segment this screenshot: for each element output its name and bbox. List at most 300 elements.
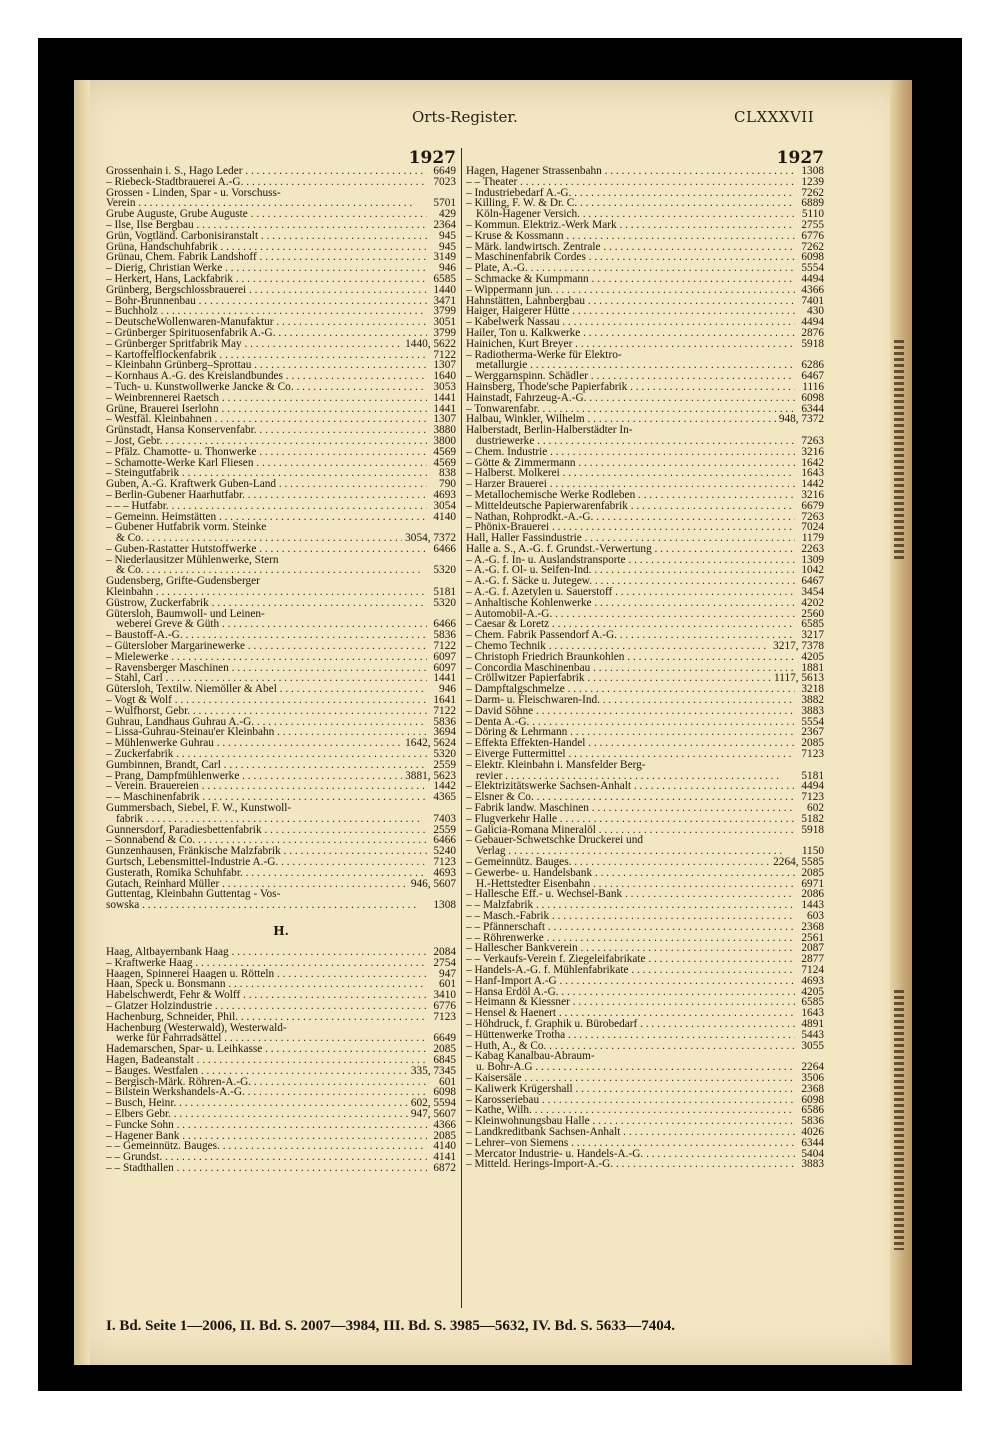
entry-page-ref: 7123 xyxy=(801,748,824,761)
index-entry xyxy=(106,274,456,285)
index-entry xyxy=(106,198,456,209)
index-entry xyxy=(466,490,824,501)
index-entry xyxy=(106,231,456,242)
entry-name: – – Verkaufs-Verein f. Ziegeleifabrikate . . . xyxy=(466,954,795,965)
index-entry xyxy=(466,943,824,954)
entry-page-ref: 5554 xyxy=(801,262,824,275)
entry-name: – Gemeinnütz. Bauges. . . . xyxy=(466,857,770,868)
index-entry xyxy=(466,781,824,792)
index-entry xyxy=(106,339,456,350)
entry-name: – Cröllwitzer Papierfabrik . . . xyxy=(466,673,771,684)
entry-name: – Märk. landwirtsch. Zentrale . . . xyxy=(466,242,795,253)
entry-page-ref: 3053 xyxy=(433,380,456,393)
entry-name: – Götte & Zimmermann . . . xyxy=(466,458,795,469)
entry-page-ref: 430 xyxy=(807,305,824,318)
entry-page-ref: 602 xyxy=(807,802,824,815)
entry-page-ref: 6466 xyxy=(433,618,456,631)
index-entry xyxy=(106,1066,456,1077)
entry-page-ref: 3054 xyxy=(433,499,456,512)
entry-page-ref: 335, 7345 xyxy=(410,1064,456,1077)
right-entries-h xyxy=(466,166,824,1170)
index-entry xyxy=(466,220,824,231)
index-entry xyxy=(466,749,824,760)
index-entry xyxy=(106,565,456,576)
entry-page-ref: 1442 xyxy=(433,780,456,793)
entry-page-ref: 2877 xyxy=(801,953,824,966)
entry-name: – Prang, Dampfmühlenwerke . . . xyxy=(106,771,402,782)
entry-page-ref: 1440 xyxy=(433,283,456,296)
entry-name: Gunnersdorf, Paradiesbettenfabrik . . . xyxy=(106,825,427,836)
index-entry xyxy=(466,393,824,404)
entry-page-ref: 6649 xyxy=(433,1032,456,1045)
index-entry xyxy=(106,1163,456,1174)
entry-page-ref: 5181 xyxy=(433,586,456,599)
entry-name: – Guben-Rastatter Hutstoffwerke . . . xyxy=(106,544,427,555)
entry-name: – – Stadthallen . . . xyxy=(106,1163,427,1174)
index-entry xyxy=(106,1023,456,1034)
entry-page-ref: 4693 xyxy=(801,974,824,987)
index-entry xyxy=(466,371,824,382)
index-entry xyxy=(466,339,824,350)
entry-name: – Metallochemische Werke Rodleben . . . xyxy=(466,490,795,501)
entry-name: – Anhaltische Kohlenwerke . . . xyxy=(466,598,795,609)
entry-page-ref: 6679 xyxy=(801,499,824,512)
entry-page-ref: 7263 xyxy=(801,510,824,523)
entry-name: – Kraftwerke Haag . . . xyxy=(106,958,427,969)
index-entry xyxy=(466,501,824,512)
entry-name: – Mercator Industrie- u. Handels-A.-G. . . . xyxy=(466,1149,795,1160)
entry-name: Halbau, Winkler, Wilhelm . . . xyxy=(466,414,776,425)
index-entry xyxy=(106,803,456,814)
entry-page-ref: 3694 xyxy=(433,726,456,739)
entry-name: – Flugverkehr Halle . . . xyxy=(466,814,795,825)
entry-name: Kleinbahn . . . xyxy=(106,587,427,598)
entry-page-ref: 947, 5607 xyxy=(410,1107,456,1120)
entry-name: – Gebauer-Schwetschke Druckerei und xyxy=(466,835,643,847)
index-entry xyxy=(466,350,824,361)
book-page xyxy=(74,80,912,1365)
entry-page-ref: 7262 xyxy=(801,186,824,199)
index-entry xyxy=(466,447,824,458)
index-entry xyxy=(106,522,456,533)
entry-name: Hainstadt, Fahrzeug-A.-G. . . . xyxy=(466,393,795,404)
entry-page-ref: 1239 xyxy=(801,175,824,188)
entry-name: fabrik . . . xyxy=(106,814,427,825)
entry-page-ref: 7122 xyxy=(433,348,456,361)
entry-name: – Herkert, Hans, Lackfabrik . . . xyxy=(106,274,427,285)
index-entry xyxy=(466,231,824,242)
index-entry xyxy=(466,1008,824,1019)
index-entry xyxy=(106,868,456,879)
index-entry xyxy=(466,512,824,523)
index-entry xyxy=(466,479,824,490)
entry-name: – Mitteldeutsche Papierwarenfabrik . . . xyxy=(466,501,795,512)
entry-page-ref: 4141 xyxy=(433,1151,456,1164)
page-number: CLXXXVII xyxy=(734,108,815,126)
entry-name: – Maschinenfabrik Cordes . . . xyxy=(466,252,795,263)
entry-name: – Stahl, Carl . . . xyxy=(106,673,427,684)
entry-page-ref: 6097 xyxy=(433,650,456,663)
index-entry xyxy=(466,404,824,415)
entry-name: Hachenburg, Schneider, Phil. . . . xyxy=(106,1012,427,1023)
index-entry xyxy=(106,673,456,684)
entry-page-ref: 6344 xyxy=(801,402,824,415)
entry-name: – Lissa-Guhrau-Steinau'er Kleinbahn . . . xyxy=(106,727,427,738)
entry-page-ref: 7262 xyxy=(801,240,824,253)
index-entry xyxy=(106,1131,456,1142)
entry-name: Hainsberg, Thode'sche Papierfabrik . . . xyxy=(466,382,795,393)
entry-page-ref: 7122 xyxy=(433,704,456,717)
entry-name: – Zuckerfabrik . . . xyxy=(106,749,427,760)
entry-name: – Mielewerke . . . xyxy=(106,652,427,663)
entry-page-ref: 6971 xyxy=(801,877,824,890)
index-entry xyxy=(466,727,824,738)
section-letter-h: H. xyxy=(273,923,289,938)
entry-name: – Ravensberger Maschinen . . . xyxy=(106,663,427,674)
index-entry xyxy=(466,1149,824,1160)
entry-name: – Steingutfabrik . . . xyxy=(106,468,427,479)
index-entry xyxy=(106,979,456,990)
entry-name: – Radiotherma-Werke für Elektro- xyxy=(466,349,622,361)
entry-name: – Hagener Bank . . . xyxy=(106,1131,427,1142)
entry-page-ref: 4693 xyxy=(433,866,456,879)
index-entry xyxy=(106,1087,456,1098)
entry-page-ref: 7124 xyxy=(801,963,824,976)
entry-page-ref: 3882 xyxy=(801,694,824,707)
entry-name: – Hensel & Haenert . . . xyxy=(466,1008,795,1019)
index-entry xyxy=(466,933,824,944)
entry-name: – Funcke Sohn . . . xyxy=(106,1120,427,1131)
index-entry xyxy=(106,1152,456,1163)
entry-page-ref: 4569 xyxy=(433,456,456,469)
entry-page-ref: 2364 xyxy=(433,218,456,231)
entry-page-ref: 1441 xyxy=(433,391,456,404)
entry-name: – Grünberger Spirituosenfabrik A.-G. . . . xyxy=(106,328,427,339)
entry-page-ref: 7401 xyxy=(801,294,824,307)
entry-name: – Nathan, Rohprodkt.-A.-G. . . . xyxy=(466,512,795,523)
index-entry xyxy=(106,684,456,695)
index-entry xyxy=(466,857,824,868)
entry-page-ref: 1640 xyxy=(433,370,456,383)
entry-page-ref: 3880 xyxy=(433,424,456,437)
index-entry xyxy=(106,1109,456,1120)
entry-page-ref: 2264 xyxy=(801,1061,824,1074)
entry-page-ref: 4891 xyxy=(801,1017,824,1030)
entry-name: u. Bohr-A.G . . . xyxy=(466,1062,795,1073)
entry-name: – Kleinbahn Grünberg–Sprottau . . . xyxy=(106,360,427,371)
entry-page-ref: 3883 xyxy=(801,1158,824,1171)
index-entry xyxy=(466,544,824,555)
entry-page-ref: 2368 xyxy=(801,1082,824,1095)
entry-name: – Caesar & Loretz . . . xyxy=(466,619,795,630)
index-entry xyxy=(106,350,456,361)
entry-page-ref: 1309 xyxy=(801,553,824,566)
entry-name: – Automobil-A.-G. . . . xyxy=(466,609,795,620)
index-entry xyxy=(106,760,456,771)
entry-page-ref: 4366 xyxy=(433,1118,456,1131)
column-divider xyxy=(461,148,462,1308)
entry-page-ref: 1442 xyxy=(801,478,824,491)
entry-page-ref: 7123 xyxy=(801,791,824,804)
entry-page-ref: 2264, 5585 xyxy=(773,856,824,868)
entry-name: Gumbinnen, Brandt, Carl . . . xyxy=(106,760,427,771)
entry-name: Güstrow, Zuckerfabrik . . . xyxy=(106,598,427,609)
entry-name: werke für Fahrradsättel . . . xyxy=(106,1033,427,1044)
entry-page-ref: 1881 xyxy=(801,661,824,674)
entry-name: Gudensberg, Grifte-Gudensberger xyxy=(106,576,260,588)
entry-page-ref: 4494 xyxy=(801,272,824,285)
index-entry xyxy=(466,458,824,469)
index-entry xyxy=(466,1062,824,1073)
entry-name: – Berlin-Gubener Haarhutfabr. . . . xyxy=(106,490,427,501)
entry-page-ref: 6585 xyxy=(433,272,456,285)
entry-name: – Vogt & Wolf . . . xyxy=(106,695,427,706)
entry-name: Habelschwerdt, Fehr & Wolff . . . xyxy=(106,990,427,1001)
entry-name: Gummersbach, Siebel, F. W., Kunstwoll- xyxy=(106,803,292,814)
entry-page-ref: 3799 xyxy=(433,305,456,318)
running-header xyxy=(74,108,912,130)
index-entry xyxy=(106,1001,456,1012)
entry-page-ref: 2085 xyxy=(433,1043,456,1056)
index-entry xyxy=(466,846,824,857)
index-entry xyxy=(466,576,824,587)
entry-page-ref: 3149 xyxy=(433,251,456,264)
entry-name: – Concordia Maschinenbau . . . xyxy=(466,663,795,674)
entry-name: Hagen, Badeanstalt . . . xyxy=(106,1055,427,1066)
index-entry xyxy=(106,1033,456,1044)
index-entry xyxy=(466,976,824,987)
index-entry xyxy=(106,1055,456,1066)
entry-page-ref: 4205 xyxy=(801,985,824,998)
index-entry xyxy=(106,533,456,544)
index-entry xyxy=(466,598,824,609)
left-entries-g xyxy=(106,166,456,911)
index-entry xyxy=(106,727,456,738)
entry-name: – Kruse & Kossmann . . . xyxy=(466,231,795,242)
entry-name: – Hallescher Bankverein . . . xyxy=(466,943,795,954)
entry-name: & Co. . . . xyxy=(106,533,402,544)
index-entry xyxy=(106,990,456,1001)
entry-name: – Karosseriebau . . . xyxy=(466,1095,795,1106)
index-entry xyxy=(466,382,824,393)
index-entry xyxy=(106,404,456,415)
entry-page-ref: 946, 5607 xyxy=(410,877,456,890)
entry-page-ref: 1179 xyxy=(801,532,824,545)
index-entry xyxy=(106,382,456,393)
margin-ink-marks-upper xyxy=(894,340,904,560)
index-entry xyxy=(106,652,456,663)
entry-name: sowska . . . xyxy=(106,900,427,911)
index-entry xyxy=(106,1098,456,1109)
entry-name: – Glatzer Holzindustrie . . . xyxy=(106,1001,427,1012)
index-entry xyxy=(106,490,456,501)
entry-page-ref: 6098 xyxy=(801,251,824,264)
entry-page-ref: 4693 xyxy=(433,488,456,501)
index-entry xyxy=(466,198,824,209)
entry-name: – Hansa Erdöl A.-G. . . . xyxy=(466,987,795,998)
index-entry xyxy=(466,274,824,285)
entry-page-ref: 6467 xyxy=(801,370,824,383)
entry-page-ref: 5182 xyxy=(801,812,824,825)
entry-name: – Buchholz . . . xyxy=(106,306,427,317)
index-entry xyxy=(466,652,824,663)
entry-page-ref: 5181 xyxy=(801,769,824,782)
entry-page-ref: 6344 xyxy=(801,1136,824,1149)
entry-name: Haiger, Haigerer Hütte . . . xyxy=(466,306,795,317)
entry-page-ref: 4494 xyxy=(801,780,824,793)
index-entry xyxy=(106,835,456,846)
entry-name: Guhrau, Landhaus Guhrau A.-G. . . . xyxy=(106,717,427,728)
index-entry xyxy=(466,1138,824,1149)
entry-name: – A.-G. f. Säcke u. Jutegew. . . . xyxy=(466,576,795,587)
index-entry xyxy=(466,1127,824,1138)
index-entry xyxy=(106,609,456,620)
index-entry xyxy=(106,771,456,782)
entry-page-ref: 5320 xyxy=(433,596,456,609)
entry-page-ref: 2367 xyxy=(801,726,824,739)
entry-name: Hademarschen, Spar- u. Leihkasse . . . xyxy=(106,1044,427,1055)
entry-name: Halberstadt, Berlin-Halberstädter In- xyxy=(466,425,633,436)
entry-name: – Gewerbe- u. Handelsbank . . . xyxy=(466,868,795,879)
entry-page-ref: 2084 xyxy=(433,945,456,958)
entry-name: – – Masch.-Fabrik . . . xyxy=(466,911,795,922)
entry-name: – Westfäl. Kleinbahnen . . . xyxy=(106,414,427,425)
index-entry xyxy=(106,619,456,630)
entry-name: – Kaisersäle . . . xyxy=(466,1073,795,1084)
index-entry xyxy=(466,1159,824,1170)
running-title: Orts-Register. xyxy=(412,108,518,126)
entry-page-ref: 3051 xyxy=(433,316,456,329)
index-entry xyxy=(466,1073,824,1084)
entry-name: – Riebeck-Stadtbrauerei A.-G. . . . xyxy=(106,177,427,188)
entry-page-ref: 6098 xyxy=(801,1093,824,1106)
index-entry xyxy=(466,1019,824,1030)
entry-page-ref: 7403 xyxy=(433,812,456,825)
entry-page-ref: 4366 xyxy=(801,283,824,296)
index-entry xyxy=(106,328,456,339)
index-entry xyxy=(466,252,824,263)
entry-page-ref: 7123 xyxy=(433,1010,456,1023)
index-entry xyxy=(106,1077,456,1088)
entry-page-ref: 7023 xyxy=(433,175,456,188)
entry-page-ref: 5701 xyxy=(433,197,456,210)
index-entry xyxy=(466,166,824,177)
index-entry xyxy=(466,630,824,641)
entry-page-ref: 3471 xyxy=(433,294,456,307)
entry-name: dustriewerke . . . xyxy=(466,436,795,447)
index-entry xyxy=(106,371,456,382)
entry-page-ref: 1441 xyxy=(433,672,456,685)
entry-page-ref: 1643 xyxy=(801,467,824,480)
entry-name: – – Theater . . . xyxy=(466,177,795,188)
entry-name: Grossenhain i. S., Hago Leder . . . xyxy=(106,166,427,177)
index-entry xyxy=(466,296,824,307)
index-entry xyxy=(106,263,456,274)
entry-name: Köln-Hagener Versich. . . . xyxy=(466,209,795,220)
entry-name: Haag, Altbayernbank Haag . . . xyxy=(106,947,427,958)
index-entry xyxy=(466,1095,824,1106)
index-entry xyxy=(106,738,456,749)
entry-page-ref: 3217, 7378 xyxy=(773,640,824,653)
entry-page-ref: 6845 xyxy=(433,1053,456,1066)
entry-page-ref: 602, 5594 xyxy=(410,1097,456,1110)
entry-name: – Hallesche Eff.- u. Wechsel-Bank . . . xyxy=(466,889,795,900)
entry-name: – Mühlenwerke Guhrau . . . xyxy=(106,738,402,749)
index-entry xyxy=(466,835,824,846)
entry-page-ref: 1441 xyxy=(433,402,456,415)
entry-name: Verlag . . . xyxy=(466,846,795,857)
index-entry xyxy=(466,997,824,1008)
entry-name: Gurtsch, Lebensmittel-Industrie A.-G. . . . xyxy=(106,857,427,868)
entry-page-ref: 6889 xyxy=(801,197,824,210)
entry-page-ref: 3454 xyxy=(801,586,824,599)
entry-name: – Gubener Hutfabrik vorm. Steinke xyxy=(106,522,267,534)
entry-name: Grossen - Linden, Spar - u. Vorschuss- xyxy=(106,187,281,199)
entry-name: weberei Greve & Güth . . . xyxy=(106,619,427,630)
index-entry xyxy=(106,630,456,641)
entry-name: Grün, Vogtländ. Carbonisiranstalt . . . xyxy=(106,231,427,242)
index-entry xyxy=(106,296,456,307)
index-entry xyxy=(466,706,824,717)
entry-page-ref: 4205 xyxy=(801,650,824,663)
entry-name: – Elsner & Co. . . . xyxy=(466,792,795,803)
entry-name: – Lehrer–von Siemens . . . xyxy=(466,1138,795,1149)
entry-page-ref: 5240 xyxy=(433,845,456,858)
entry-name: Hall, Haller Fassindustrie . . . xyxy=(466,533,795,544)
entry-name: – – – Hutfabr. . . . xyxy=(106,501,427,512)
index-entry xyxy=(466,814,824,825)
entry-name: – Baustoff-A.-G. . . . xyxy=(106,630,427,641)
index-entry xyxy=(466,922,824,933)
entry-name: Gunzenhausen, Fränkische Malzfabrik . . . xyxy=(106,846,427,857)
index-entry xyxy=(466,738,824,749)
index-entry xyxy=(466,468,824,479)
entry-page-ref: 2263 xyxy=(801,542,824,555)
index-entry xyxy=(466,425,824,436)
entry-name: – Chemo Technik . . . xyxy=(466,641,770,652)
index-entry xyxy=(466,609,824,620)
entry-name: Grünstadt, Hansa Konservenfabr. . . . xyxy=(106,425,427,436)
entry-page-ref: 4569 xyxy=(433,445,456,458)
entry-name: – A.-G. f. Öl- u. Seifen-Ind. . . . xyxy=(466,565,795,576)
entry-name: – Christoph Friedrich Braunkohlen . . . xyxy=(466,652,795,663)
index-entry xyxy=(466,868,824,879)
entry-page-ref: 2085 xyxy=(433,1129,456,1142)
entry-name: Halle a. S., A.-G. f. Grundst.-Verwertung . . . xyxy=(466,544,795,555)
index-entry xyxy=(106,512,456,523)
entry-name: – Plate, A.-G. . . . xyxy=(466,263,795,274)
entry-page-ref: 6776 xyxy=(801,229,824,242)
entry-page-ref: 947 xyxy=(439,967,456,980)
index-entry xyxy=(106,544,456,555)
entry-page-ref: 1307 xyxy=(433,359,456,372)
entry-page-ref: 5443 xyxy=(801,1028,824,1041)
entry-page-ref: 6097 xyxy=(433,661,456,674)
index-entry xyxy=(106,900,456,911)
entry-name: – Harzer Brauerei . . . xyxy=(466,479,795,490)
entry-page-ref: 1642 xyxy=(801,456,824,469)
entry-page-ref: 838 xyxy=(439,467,456,480)
index-entry xyxy=(466,717,824,728)
index-entry xyxy=(106,1120,456,1131)
entry-name: – Darm- u. Fleischwaren-Ind. . . . xyxy=(466,695,795,706)
entry-page-ref: 429 xyxy=(439,208,456,221)
entry-name: – Busch, Heinr. . . . xyxy=(106,1098,408,1109)
entry-page-ref: 7263 xyxy=(801,434,824,447)
entry-name: – David Söhne . . . xyxy=(466,706,795,717)
entry-page-ref: 2559 xyxy=(433,823,456,836)
entry-name: – Wulfhorst, Gebr. . . . xyxy=(106,706,427,717)
